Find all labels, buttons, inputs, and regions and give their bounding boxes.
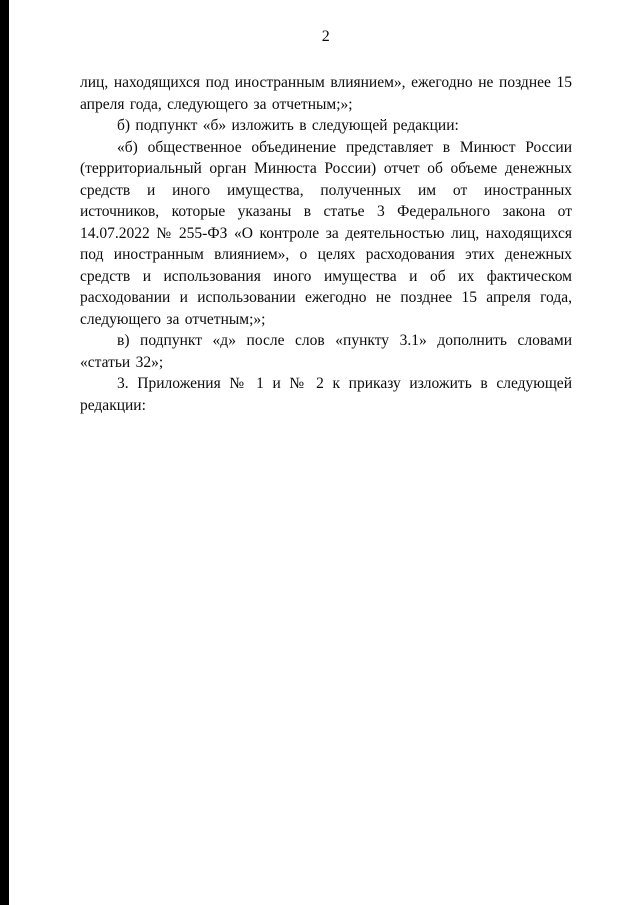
paragraph-item-3: 3. Приложения № 1 и № 2 к приказу изложить в следующей редакции: xyxy=(80,375,572,414)
page-number: 2 xyxy=(321,28,331,45)
paragraph-continuation: лиц, находящихся под иностранным влиянием», ежегодно не позднее 15 апреля года, следующего за отчетным;»; xyxy=(80,74,572,113)
scan-edge-strip xyxy=(0,0,9,905)
paragraph-subitem-v: в) подпункт «д» после слов «пункту 3.1» дополнить словами «статьи 32»; xyxy=(80,332,572,371)
document-body xyxy=(80,72,572,416)
paragraph-subitem-b-intro: б) подпункт «б» изложить в следующей редакции: xyxy=(117,117,459,134)
paragraph-subitem-b-text: «б) общественное объединение представляет в Минюст России (территориальный орган Минюста России) отчет об объеме денежных средств и иного имущества, полученных им от иностранных источников, которые указаны в статье 3 Федерального закона от 14.07.2022 № 255-ФЗ «О контроле за деятельностью лиц, находящихся под иностранным влиянием», о целях расходования этих денежных средств и использования иного имущества и об их фактическом расходовании и использовании ежегодно не позднее 15 апреля года, следующего за отчетным;»; xyxy=(80,138,572,328)
